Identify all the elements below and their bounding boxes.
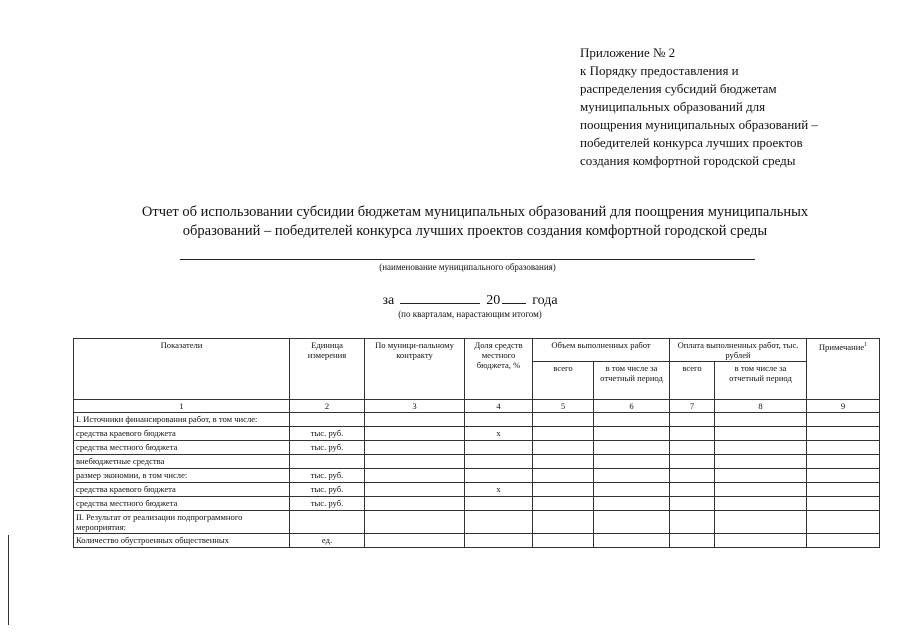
row-note	[807, 483, 880, 497]
row-label: средства местного бюджета	[74, 497, 290, 511]
row-works-total	[533, 483, 594, 497]
period-line	[320, 291, 620, 309]
municipality-caption: (наименование муниципального образования)	[379, 262, 556, 272]
row-label: I. Источники финансирования работ, в том числе:	[74, 413, 290, 427]
title-line-1: Отчет об использовании субсидии бюджетам муниципальных образований для поощрения муниципальных	[141, 204, 809, 220]
row-note	[807, 469, 880, 483]
margin-line	[8, 535, 9, 625]
column-number-row	[74, 400, 880, 413]
row-share	[465, 511, 533, 534]
header-works-total: всего	[533, 362, 594, 400]
header-indicators: Показатели	[74, 339, 290, 400]
table-row	[74, 534, 880, 548]
header-row	[74, 339, 880, 362]
table-row	[74, 497, 880, 511]
row-payment-total	[670, 483, 715, 497]
row-contract	[365, 469, 465, 483]
row-note	[807, 441, 880, 455]
row-label: средства краевого бюджета	[74, 483, 290, 497]
column-number: 4	[465, 400, 533, 413]
row-payment-period	[715, 469, 807, 483]
table-row	[74, 511, 880, 534]
row-unit: тыс. руб.	[290, 441, 365, 455]
table-row	[74, 483, 880, 497]
row-contract	[365, 534, 465, 548]
row-contract	[365, 455, 465, 469]
row-works-period	[594, 427, 670, 441]
row-contract	[365, 483, 465, 497]
row-works-total	[533, 427, 594, 441]
row-works-total	[533, 469, 594, 483]
row-works-period	[594, 497, 670, 511]
row-share: х	[465, 427, 533, 441]
row-works-period	[594, 441, 670, 455]
row-payment-period	[715, 483, 807, 497]
column-number: 6	[594, 400, 670, 413]
row-contract	[365, 413, 465, 427]
row-label: внебюджетные средства	[74, 455, 290, 469]
report-table	[73, 338, 880, 548]
table-row	[74, 427, 880, 441]
row-unit	[290, 455, 365, 469]
year-blank	[502, 291, 526, 304]
row-unit	[290, 413, 365, 427]
column-number: 2	[290, 400, 365, 413]
row-label: средства местного бюджета	[74, 441, 290, 455]
row-payment-period	[715, 455, 807, 469]
row-payment-total	[670, 455, 715, 469]
column-number: 1	[74, 400, 290, 413]
header-works-volume: Объем выполненных работ	[533, 339, 670, 362]
header-works-period: в том числе за отчетный период	[594, 362, 670, 400]
row-unit	[290, 511, 365, 534]
header-note-label: Примечание	[818, 341, 865, 352]
row-note	[807, 534, 880, 548]
appendix-line: к Порядку предоставления и	[580, 63, 739, 78]
row-unit: тыс. руб.	[290, 427, 365, 441]
row-note	[807, 413, 880, 427]
header-contract: По муници-пальному контракту	[365, 339, 465, 400]
table-row	[74, 441, 880, 455]
row-contract	[365, 497, 465, 511]
column-number: 3	[365, 400, 465, 413]
row-payment-total	[670, 427, 715, 441]
appendix-line: победителей конкурса лучших проектов	[580, 135, 803, 150]
row-works-total	[533, 511, 594, 534]
period-blank	[400, 291, 480, 304]
row-note	[807, 497, 880, 511]
row-share	[465, 534, 533, 548]
row-works-period	[594, 455, 670, 469]
row-payment-period	[715, 497, 807, 511]
row-payment-period	[715, 534, 807, 548]
header-payment-period: в том числе за отчетный период	[715, 362, 807, 400]
appendix-line: создания комфортной городской среды	[580, 153, 796, 168]
appendix-line: Приложение № 2	[580, 45, 676, 60]
period-prefix: за	[382, 293, 395, 308]
row-payment-period	[715, 511, 807, 534]
row-label: II. Результат от реализации подпрограммного мероприятия:	[74, 511, 290, 534]
row-unit: ед.	[290, 534, 365, 548]
period-caption: (по кварталам, нарастающим итогом)	[398, 309, 542, 319]
row-share: х	[465, 483, 533, 497]
column-number: 5	[533, 400, 594, 413]
row-payment-total	[670, 441, 715, 455]
column-number: 7	[670, 400, 715, 413]
row-unit: тыс. руб.	[290, 483, 365, 497]
appendix-line: поощрения муниципальных образований –	[580, 117, 818, 132]
row-works-period	[594, 413, 670, 427]
row-label: Количество обустроенных общественных	[74, 534, 290, 548]
row-works-total	[533, 497, 594, 511]
row-share	[465, 497, 533, 511]
header-local-share: Доля средств местного бюджета, %	[465, 339, 533, 400]
header-note	[807, 339, 880, 400]
table-row	[74, 413, 880, 427]
row-share	[465, 413, 533, 427]
row-unit: тыс. руб.	[290, 497, 365, 511]
column-number: 8	[715, 400, 807, 413]
row-share	[465, 441, 533, 455]
row-label: средства краевого бюджета	[74, 427, 290, 441]
column-number: 9	[807, 400, 880, 413]
report-body	[74, 413, 880, 548]
row-note	[807, 455, 880, 469]
row-payment-period	[715, 441, 807, 455]
table-row	[74, 455, 880, 469]
period-suffix: года	[532, 293, 558, 308]
appendix-line: распределения субсидий бюджетам	[580, 81, 777, 96]
document-title	[80, 203, 870, 241]
row-note	[807, 511, 880, 534]
row-payment-total	[670, 469, 715, 483]
header-payment: Оплата выполненных работ, тыс. рублей	[670, 339, 807, 362]
row-contract	[365, 427, 465, 441]
row-works-period	[594, 534, 670, 548]
row-unit: тыс. руб.	[290, 469, 365, 483]
row-contract	[365, 441, 465, 455]
row-payment-period	[715, 427, 807, 441]
municipality-name-line	[180, 259, 755, 260]
title-line-2: образований – победителей конкурса лучших проектов создания комфортной городской среды	[182, 223, 768, 239]
header-unit: Единица измерения	[290, 339, 365, 400]
appendix-line: муниципальных образований для	[580, 99, 766, 114]
row-payment-total	[670, 413, 715, 427]
row-share	[465, 455, 533, 469]
header-payment-total: всего	[670, 362, 715, 400]
row-works-total	[533, 413, 594, 427]
period-year-prefix: 20	[486, 293, 501, 308]
table-row	[74, 469, 880, 483]
row-works-total	[533, 455, 594, 469]
row-works-total	[533, 441, 594, 455]
row-note	[807, 427, 880, 441]
row-payment-period	[715, 413, 807, 427]
row-payment-total	[670, 511, 715, 534]
row-label: размер экономии, в том числе:	[74, 469, 290, 483]
row-share	[465, 469, 533, 483]
row-payment-total	[670, 497, 715, 511]
row-payment-total	[670, 534, 715, 548]
row-works-period	[594, 469, 670, 483]
row-works-period	[594, 483, 670, 497]
row-works-period	[594, 511, 670, 534]
row-contract	[365, 511, 465, 534]
header-note-footnote: 1	[864, 342, 868, 348]
appendix-block	[580, 44, 890, 170]
row-works-total	[533, 534, 594, 548]
